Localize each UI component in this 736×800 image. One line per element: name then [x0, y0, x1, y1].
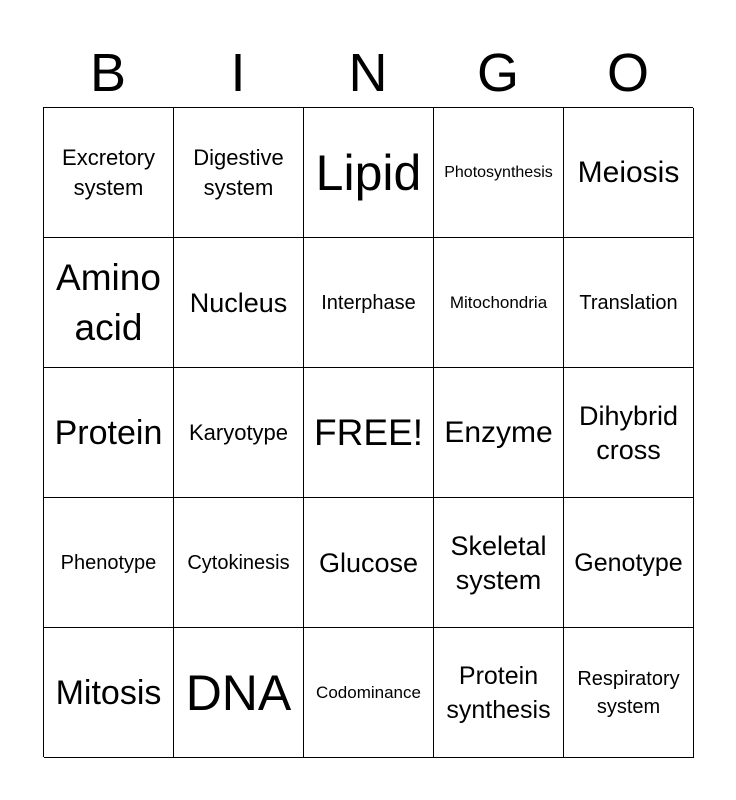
bingo-cell[interactable]: [564, 628, 694, 758]
cell-label: Amino acid: [56, 256, 161, 348]
bingo-cell[interactable]: [174, 108, 304, 238]
header-letter-i: I: [230, 43, 246, 103]
bingo-cell[interactable]: [304, 368, 434, 498]
cell-label: Mitosis: [55, 673, 162, 712]
bingo-cell[interactable]: [174, 498, 304, 628]
cell-label: Mitochondria: [449, 292, 548, 312]
bingo-cell[interactable]: [304, 108, 434, 238]
bingo-cell[interactable]: [564, 368, 694, 498]
bingo-cell[interactable]: [174, 628, 304, 758]
bingo-cell[interactable]: [434, 238, 564, 368]
cell-label: FREE!: [314, 411, 423, 453]
bingo-cell[interactable]: [434, 628, 564, 758]
cell-label: Glucose: [318, 547, 419, 578]
bingo-cell[interactable]: [44, 238, 174, 368]
cell-label: Codominance: [316, 682, 421, 702]
cell-label: Nucleus: [189, 287, 288, 318]
bingo-header: [43, 40, 693, 106]
bingo-cell[interactable]: [44, 108, 174, 238]
bingo-cell[interactable]: [304, 628, 434, 758]
header-letter-n: N: [348, 43, 388, 103]
cell-label: Genotype: [574, 548, 683, 577]
header-letter-o: O: [606, 43, 649, 103]
cell-label: Phenotype: [60, 551, 157, 574]
cell-label: Excretory system: [62, 144, 155, 200]
cell-label: Translation: [579, 291, 678, 314]
bingo-board: [43, 107, 693, 757]
cell-label: Protein: [54, 413, 163, 452]
bingo-cell[interactable]: [564, 498, 694, 628]
header-letter-b: B: [89, 43, 127, 103]
bingo-cell[interactable]: [174, 368, 304, 498]
bingo-cell[interactable]: [174, 238, 304, 368]
bingo-cell[interactable]: [44, 498, 174, 628]
bingo-cell[interactable]: [434, 498, 564, 628]
bingo-cell[interactable]: [564, 238, 694, 368]
cell-label: DNA: [185, 664, 292, 721]
cell-label: Dihybrid cross: [578, 400, 679, 465]
bingo-cell[interactable]: [304, 238, 434, 368]
cell-label: Cytokinesis: [187, 551, 290, 574]
cell-label: Interphase: [321, 291, 416, 314]
cell-label: Digestive system: [193, 144, 284, 200]
bingo-cell[interactable]: [44, 368, 174, 498]
bingo-cell[interactable]: [434, 368, 564, 498]
cell-label: Karyotype: [188, 419, 289, 445]
bingo-cell[interactable]: [564, 108, 694, 238]
bingo-cell[interactable]: [44, 628, 174, 758]
cell-label: Enzyme: [444, 415, 553, 449]
bingo-cell[interactable]: [304, 498, 434, 628]
bingo-cell[interactable]: [434, 108, 564, 238]
cell-label: Lipid: [315, 144, 422, 201]
cell-label: Protein synthesis: [446, 661, 551, 724]
cell-label: Skeletal system: [450, 530, 547, 595]
header-letter-g: G: [476, 43, 519, 103]
cell-label: Respiratory system: [577, 667, 680, 718]
cell-label: Meiosis: [577, 155, 680, 189]
cell-label: Photosynthesis: [444, 163, 553, 181]
